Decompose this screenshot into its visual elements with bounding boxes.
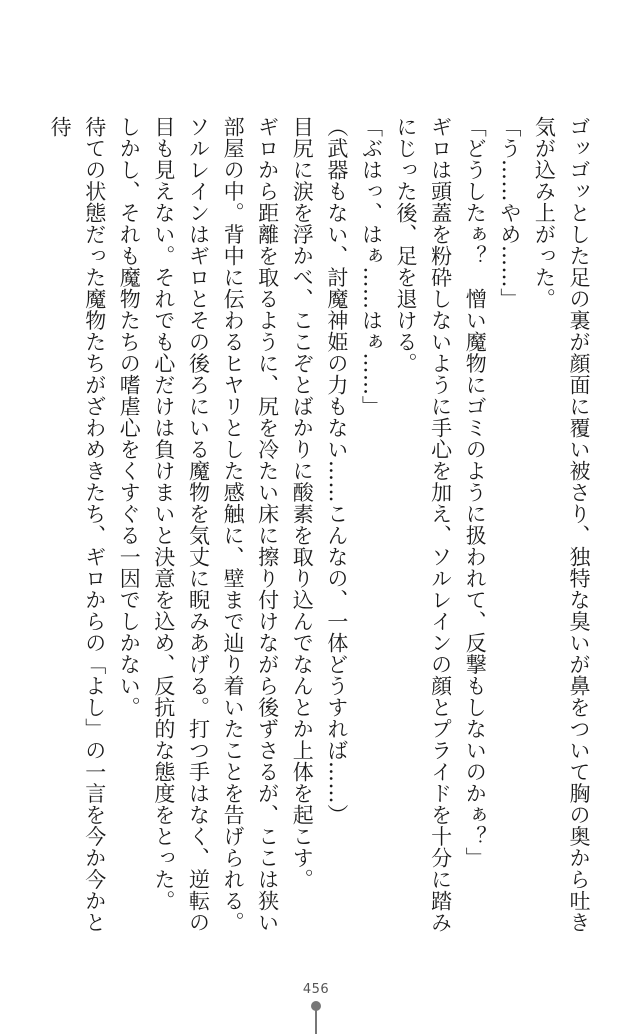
paragraph: ギロから距離を取るように、尻を冷たい床に擦り付けながら後ずさるが、ここは狭い部屋の中。背中に伝わるヒヤリとした感触に、壁まで辿り着いたことを告げられる。 — [221, 116, 280, 933]
paragraph: ギロは頭蓋を粉砕しないように手心を加え、ソルレインの顔とプライドを十分に踏みにじった後、足を退ける。 — [394, 116, 453, 933]
page-number: 456 — [302, 982, 330, 997]
paragraph: 「ぶはっ、はぁ……はぁ……」 — [359, 116, 384, 417]
paragraph: 目尻に涙を浮かべ、ここぞとばかりに酸素を取り込んでなんとか上体を起こす。 — [290, 116, 315, 890]
vertical-text-body — [36, 116, 596, 936]
page-marker-icon — [310, 1001, 322, 1034]
paragraph: （武器もない、討魔神姫の力もない……こんなの、一体どうすれば……） — [324, 116, 349, 826]
paragraph: ソルレインはギロとその後ろにいる魔物を気丈に睨みあげる。打つ手はなく、逆転の目も見えない。それでも心だけは負けまいと決意を込め、反抗的な態度をとった。 — [151, 116, 211, 933]
marker-line — [315, 1010, 317, 1034]
paragraph: 「う……やめ……」 — [497, 116, 522, 310]
paragraph: 待ての状態だった魔物たちがざわめきたち、ギロからの「よし」の一言を今か今かと待 — [48, 116, 107, 933]
paragraph: ゴッゴッとした足の裏が顔面に覆い被さり、独特な臭いが鼻をついて胸の奥から吐き気が込み上がった。 — [532, 116, 591, 933]
paragraph: 「どうしたぁ？ 憎い魔物にゴミのように扱われて、反撃もしないのかぁ？」 — [463, 116, 488, 869]
paragraph: しかし、それも魔物たちの嗜虐心をくすぐる一因でしかない。 — [117, 116, 142, 718]
